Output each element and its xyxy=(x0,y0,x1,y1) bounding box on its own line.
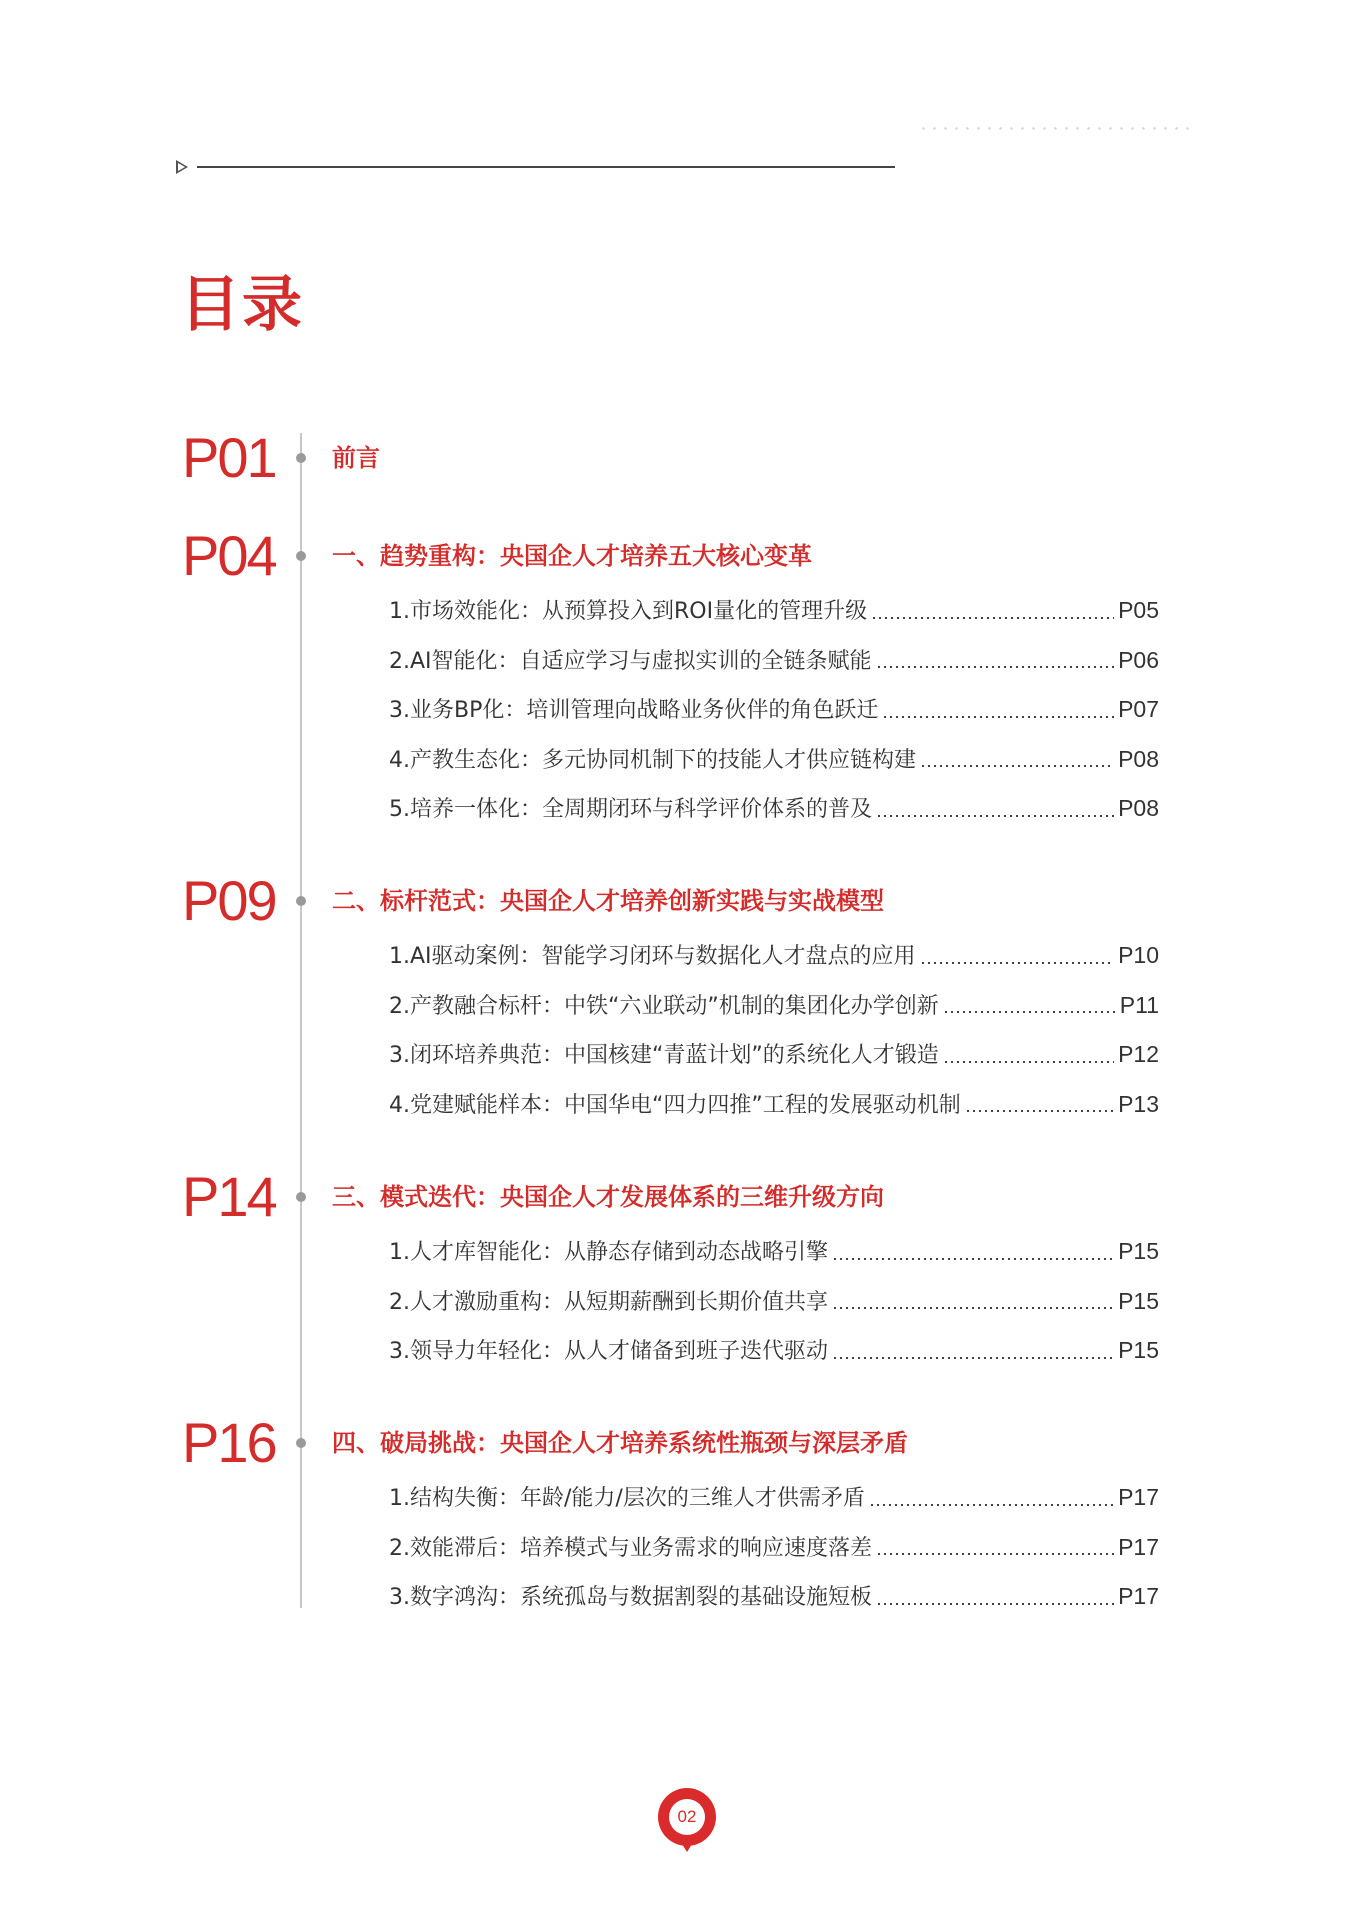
dot-leader xyxy=(882,716,1114,718)
toc-timeline xyxy=(300,433,302,1608)
toc-entry[interactable] xyxy=(389,685,1159,735)
toc-entry-title: 1.结构失衡：年龄/能力/层次的三维人才供需矛盾 xyxy=(389,1486,865,1511)
dot-leader xyxy=(871,617,1114,619)
toc-entry[interactable] xyxy=(389,586,1159,636)
toc-entry[interactable] xyxy=(389,1473,1159,1523)
page-number: 02 xyxy=(669,1799,705,1835)
section-heading-link[interactable]: 三、模式迭代：央国企人才发展体系的三维升级方向 xyxy=(332,1183,884,1211)
header-rule xyxy=(197,166,895,168)
toc-entry-page: P15 xyxy=(1118,1238,1159,1264)
dot-leader xyxy=(876,815,1114,817)
toc-entry[interactable] xyxy=(389,1227,1159,1277)
dot-leader xyxy=(876,1553,1114,1555)
page-number-badge xyxy=(658,1788,716,1846)
toc-entry[interactable] xyxy=(389,1523,1159,1573)
toc-entry-page: P11 xyxy=(1119,991,1159,1018)
dot-leader xyxy=(832,1307,1114,1309)
dot-leader xyxy=(832,1357,1114,1359)
toc-entry-title: 3.领导力年轻化：从人才储备到班子迭代驱动 xyxy=(389,1339,828,1364)
toc-entry-title: 4.产教生态化：多元协同机制下的技能人才供应链构建 xyxy=(389,747,916,773)
section-page-number: P04 xyxy=(182,524,276,587)
section-heading-link[interactable]: 一、趋势重构：央国企人才培养五大核心变革 xyxy=(332,542,812,570)
section-page-number: P01 xyxy=(182,426,276,489)
toc-entry-page: P10 xyxy=(1118,942,1159,968)
toc-entry-title: 2.产教融合标杆：中铁“六业联动”机制的集团化办学创新 xyxy=(389,993,939,1019)
timeline-dot xyxy=(296,896,306,906)
toc-entry[interactable] xyxy=(389,931,1159,981)
toc-entry-page: P06 xyxy=(1118,646,1159,673)
section-page-number: P09 xyxy=(182,869,276,932)
toc-entry-title: 3.业务BP化：培训管理向战略业务伙伴的角色跃迁 xyxy=(389,698,879,723)
section-page-number: P16 xyxy=(182,1411,276,1474)
toc-entry[interactable] xyxy=(389,1080,1159,1130)
toc-entry[interactable] xyxy=(389,1277,1159,1327)
toc-entry-page: P17 xyxy=(1118,1484,1159,1510)
toc-entry-title: 2.AI智能化：自适应学习与虚拟实训的全链条赋能 xyxy=(389,648,872,674)
toc-entry[interactable] xyxy=(389,1030,1159,1080)
toc-entry-page: P12 xyxy=(1118,1041,1159,1067)
toc-entry-title: 3.数字鸿沟：系统孤岛与数据割裂的基础设施短板 xyxy=(389,1585,872,1610)
toc-entry[interactable] xyxy=(389,981,1159,1031)
section-item-list xyxy=(389,1473,1159,1622)
timeline-dot xyxy=(296,551,306,561)
dot-leader xyxy=(943,1061,1114,1063)
dot-leader xyxy=(920,765,1114,767)
toc-entry-title: 3.闭环培养典范：中国核建“青蓝计划”的系统化人才锻造 xyxy=(389,1043,939,1068)
toc-entry[interactable] xyxy=(389,1572,1159,1622)
section-heading-link[interactable]: 二、标杆范式：央国企人才培养创新实践与实战模型 xyxy=(332,887,884,915)
toc-entry-page: P05 xyxy=(1118,597,1159,623)
dot-leader xyxy=(965,1110,1114,1112)
timeline-dot xyxy=(296,453,306,463)
toc-entry-page: P17 xyxy=(1118,1583,1159,1609)
toc-entry-page: P07 xyxy=(1118,696,1159,722)
toc-entry-title: 5.培养一体化：全周期闭环与科学评价体系的普及 xyxy=(389,797,872,822)
header-faint-dots xyxy=(918,127,1194,130)
section-heading-link[interactable]: 前言 xyxy=(332,444,380,472)
dot-leader xyxy=(920,962,1115,964)
toc-entry-title: 2.效能滞后：培养模式与业务需求的响应速度落差 xyxy=(389,1535,872,1561)
toc-entry-title: 1.市场效能化：从预算投入到ROI量化的管理升级 xyxy=(389,599,868,624)
section-page-number: P14 xyxy=(182,1165,276,1228)
toc-entry[interactable] xyxy=(389,784,1159,834)
toc-entry[interactable] xyxy=(389,735,1159,785)
toc-entry-page: P08 xyxy=(1118,745,1159,772)
header-arrow-icon xyxy=(176,160,188,174)
section-item-list xyxy=(389,586,1159,834)
toc-entry-page: P15 xyxy=(1118,1337,1159,1363)
toc-entry-page: P13 xyxy=(1118,1090,1159,1117)
dot-leader xyxy=(832,1258,1114,1260)
toc-entry-page: P08 xyxy=(1118,795,1159,821)
page-title: 目录 xyxy=(180,270,304,340)
timeline-dot xyxy=(296,1192,306,1202)
dot-leader xyxy=(876,666,1115,668)
timeline-dot xyxy=(296,1438,306,1448)
dot-leader xyxy=(943,1011,1116,1013)
toc-entry[interactable] xyxy=(389,1326,1159,1376)
toc-entry-title: 1.人才库智能化：从静态存储到动态战略引擎 xyxy=(389,1240,828,1265)
dot-leader xyxy=(869,1504,1114,1506)
section-heading-link[interactable]: 四、破局挑战：央国企人才培养系统性瓶颈与深层矛盾 xyxy=(332,1429,908,1457)
toc-entry-title: 4.党建赋能样本：中国华电“四力四推”工程的发展驱动机制 xyxy=(389,1092,961,1118)
section-item-list xyxy=(389,931,1159,1129)
toc-entry-title: 1.AI驱动案例：智能学习闭环与数据化人才盘点的应用 xyxy=(389,944,916,969)
toc-entry-page: P17 xyxy=(1118,1533,1159,1560)
toc-entry-title: 2.人才激励重构：从短期薪酬到长期价值共享 xyxy=(389,1289,828,1315)
dot-leader xyxy=(876,1603,1114,1605)
toc-entry[interactable] xyxy=(389,636,1159,686)
toc-entry-page: P15 xyxy=(1118,1287,1159,1314)
section-item-list xyxy=(389,1227,1159,1376)
